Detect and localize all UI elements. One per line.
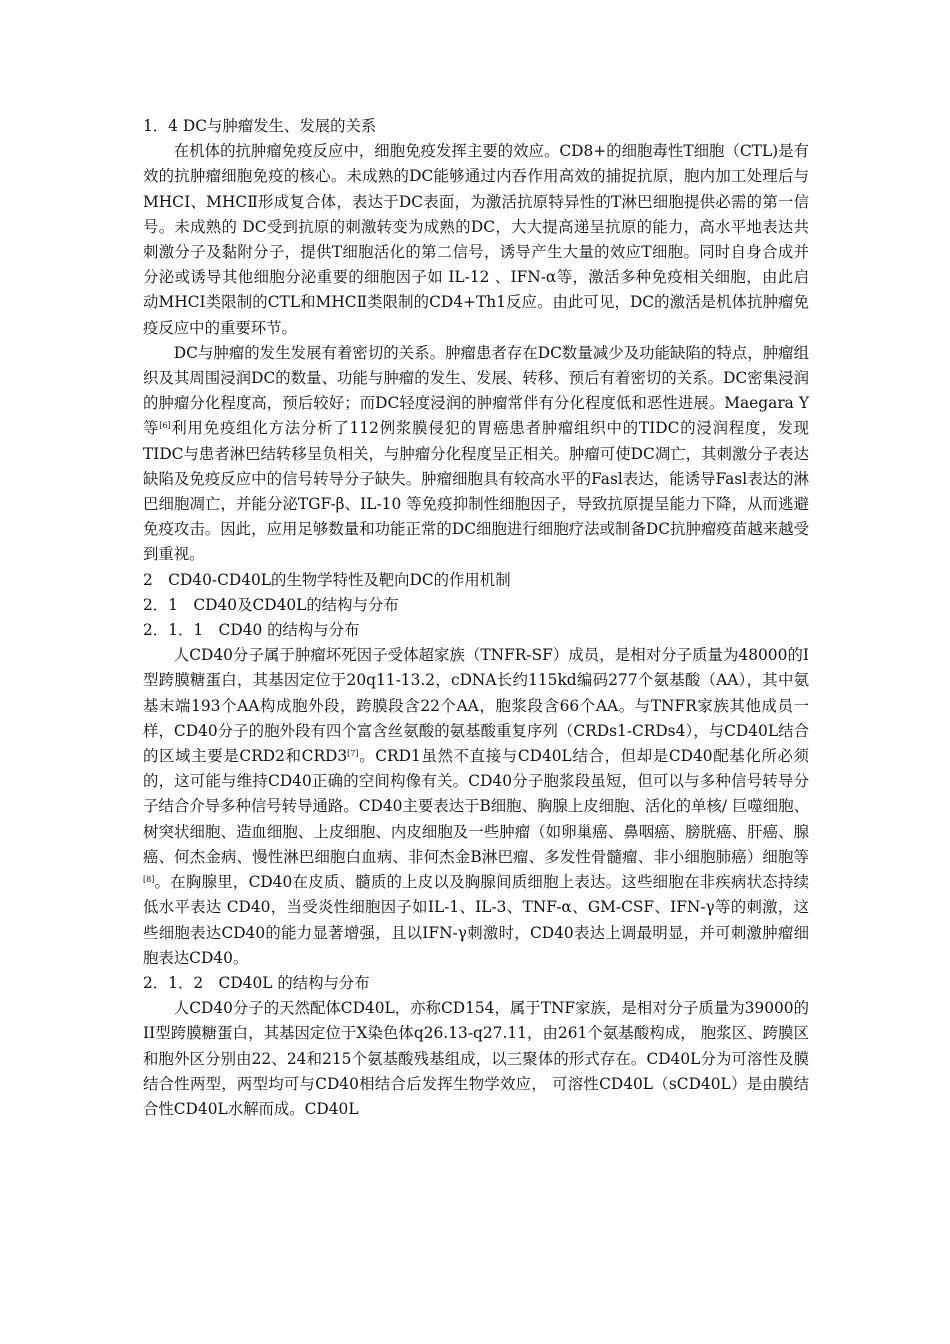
citation-reference: [6]: [159, 421, 171, 431]
paragraph-text: DC与肿瘤的发生发展有着密切的关系。肿瘤患者存在DC数量减少及功能缺陷的特点，肿瘤组织及其周围浸润DC的数量、功能与肿瘤的发生、发展、转移、预后有着密切的关系。DC密集浸润的肿瘤分化程度高，预后较好；而DC轻度浸润的肿瘤常伴有分化程度低和恶性进展。Maegara Y等: [143, 343, 809, 438]
section-heading-2: 2 CD40-CD40L的生物学特性及靶向DC的作用机制: [143, 570, 511, 589]
document-body: [143, 114, 809, 1122]
paragraph-text: 。CRD1虽然不直接与CD40L结合，但却是CD40配基化所必须的，这可能与维持CD40正确的空间构像有关。CD40分子胞浆段虽短，但可以与多种信号转导分子结合介导多种信号转导通路。CD40主要表达于B细胞、胸腺上皮细胞、活化的单核/ 巨噬细胞、树突状细胞、造血细胞、上皮细胞、内皮细胞及一些肿瘤（如卵巢癌、鼻咽癌、膀胱癌、肝癌、腺癌、何杰金病、慢性淋巴细胞白血病、非何杰金B淋巴瘤、多发性骨髓瘤、非小细胞肺癌）细胞等: [143, 747, 809, 866]
section-heading-2-1-2: 2．1．2 CD40L 的结构与分布: [143, 973, 370, 992]
paragraph-cd40l-structure: 人CD40分子的天然配体CD40L，亦称CD154，属于TNF家族，是相对分子质量为39000的II型跨膜糖蛋白，其基因定位于X染色体q26.13-q27.11，由261个氨基酸构成， 胞浆区、跨膜区和胞外区分别由22、24和215个氨基酸残基组成，以三聚体的形式存在。CD40L分为可溶性及膜结合性两型，两型均可与CD40相结合后发挥生物学效应， 可溶性CD40L（sCD40L）是由膜结合性CD40L水解而成。CD40L: [143, 999, 809, 1118]
paragraph-text: 。在胸腺里，CD40在皮质、髓质的上皮以及胸腺间质细胞上表达。这些细胞在非疾病状态持续低水平表达 CD40，当受炎性细胞因子如IL-1、IL-3、TNF-α、GM-CSF、IFN-γ等的刺激，这些细胞表达CD40的能力显著增强，且以IFN-γ刺激时，CD40表达上调最明显，并可刺激肿瘤细胞表达CD40。: [143, 873, 809, 967]
paragraph-dc-tumor: [143, 341, 809, 568]
section-heading-2-1: 2．1 CD40及CD40L的结构与分布: [143, 595, 399, 614]
paragraph-cd40-structure: [143, 643, 809, 971]
citation-reference: [7]: [347, 749, 359, 759]
section-heading-2-1-1: 2．1．1 CD40 的结构与分布: [143, 621, 360, 640]
paragraph-text: 利用免疫组化方法分析了112例浆膜侵犯的胃癌患者肿瘤组织中的TIDC的浸润程度，发现TIDC与患者淋巴结转移呈负相关，与肿瘤分化程度呈正相关。肿瘤可使DC凋亡，其刺激分子表达缺陷及免疫反应中的信号转导分子缺失。肿瘤细胞具有较高水平的Fasl表达，能诱导Fasl表达的淋巴细胞凋亡，并能分泌TGF-β、IL-10 等免疫抑制性细胞因子，导致抗原提呈能力下降，从而逃避免疫攻击。因此，应用足够数量和功能正常的DC细胞进行细胞疗法或制备DC抗肿瘤疫苗越来越受到重视。: [143, 419, 809, 564]
citation-reference: [8]: [143, 875, 155, 885]
paragraph-text: 人CD40分子属于肿瘤坏死因子受体超家族（TNFR-SF）成员，是相对分子质量为48000的I型跨膜糖蛋白，其基因定位于20q11-13.2，cDNA长约115kd编码277个氨基酸（AA），其中氨基末端193个AA构成胞外段，跨膜段含22个AA，胞浆段含66个AA。与TNFR家族其他成员一样，CD40分子的胞外段有四个富含丝氨酸的氨基酸重复序列（CRDs1-CRDs4），与CD40L结合的区域主要是CRD2和CRD3: [143, 646, 809, 766]
paragraph-dc-immunity: 在机体的抗肿瘤免疫反应中，细胞免疫发挥主要的效应。CD8+的细胞毒性T细胞（CTL)是有效的抗肿瘤细胞免疫的核心。未成熟的DC能够通过内吞作用高效的捕捉抗原，胞内加工处理后与MHCⅠ、MHCⅡ形成复合体，表达于DC表面，为激活抗原特异性的T淋巴细胞提供必需的第一信号。未成熟的 DC受到抗原的刺激转变为成熟的DC，大大提高递呈抗原的能力，高水平地表达共刺激分子及黏附分子，提供T细胞活化的第二信号，诱导产生大量的效应T细胞。同时自身合成并分泌或诱导其他细胞分泌重要的细胞因子如 IL-12 、IFN-α等，激活多种免疫相关细胞，由此启动MHCⅠ类限制的CTL和MHCⅡ类限制的CD4+Th1反应。由此可见，DC的激活是机体抗肿瘤免疫反应中的重要环节。: [143, 142, 809, 337]
section-heading-1-4: 1．4 DC与肿瘤发生、发展的关系: [143, 117, 377, 135]
